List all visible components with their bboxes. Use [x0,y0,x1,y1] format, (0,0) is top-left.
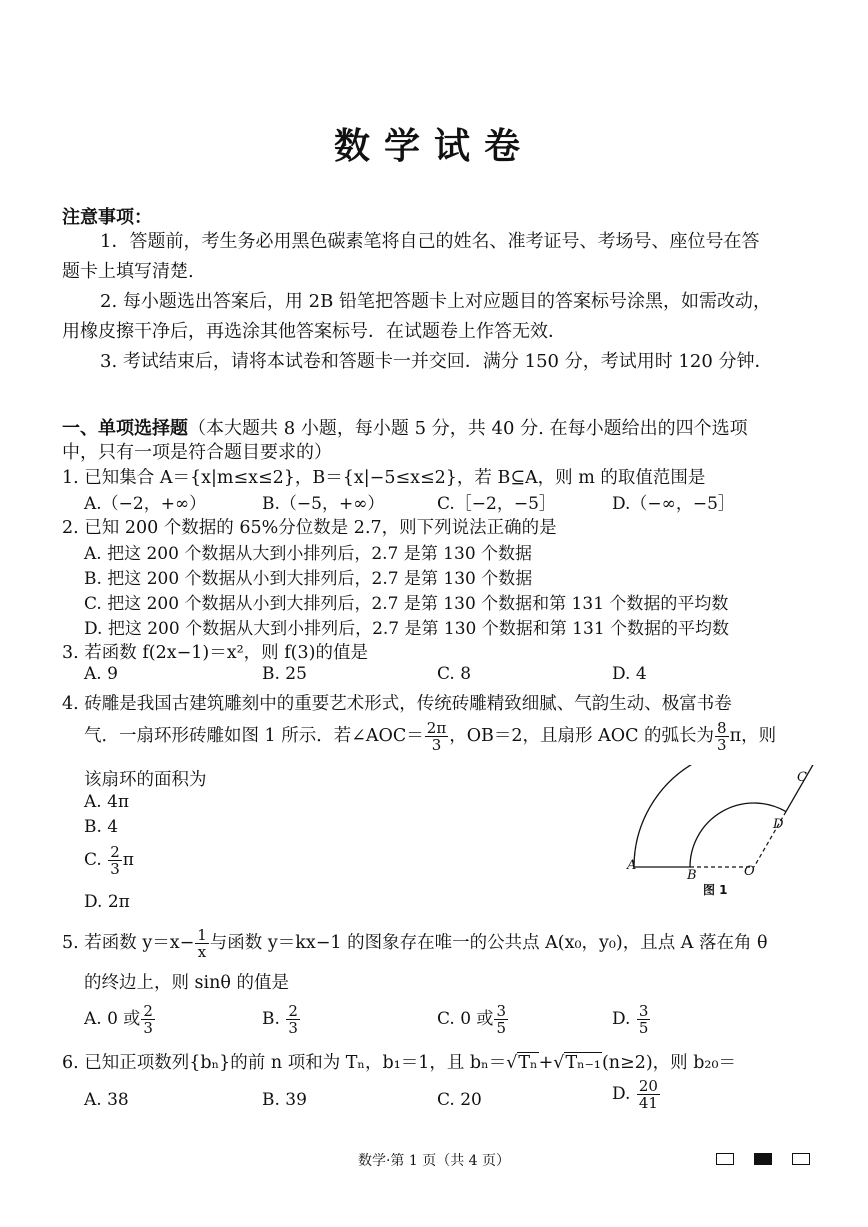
section1-desc1: （本大题共 8 小题，每小题 5 分，共 40 分. 在每小题给出的四个选项 [188,418,748,439]
q3-option-d: D. 4 [612,664,647,684]
q4-option-c-fraction [108,844,122,877]
q1-stem: 1. 已知集合 A＝{x|m≤x≤2}，B＝{x|−5≤x≤2}，若 B⊆A，则 m 的取值范围是 [62,468,706,488]
notice-item-2-line2: 用橡皮擦干净后，再选涂其他答案标号．在试题卷上作答无效． [62,321,566,342]
q4-angle-fraction [425,720,448,753]
page-title: 数学试卷 [333,125,534,167]
figure-label-d: D [773,817,784,832]
q5-frac-den: x [197,943,207,961]
q4-option-b: B. 4 [84,817,119,837]
page-marker-box-3 [792,1153,810,1165]
q1-option-d: D.（−∞，−5］ [612,494,735,514]
inner-arc [690,803,786,867]
q6-option-d-num: 20 [638,1077,658,1095]
q2-option-c: C. 把这 200 个数据从小到大排列后，2.7 是第 130 个数据和第 131 个数据的平均数 [84,594,729,614]
q3-option-a: A. 9 [84,664,118,684]
q6-option-b: B. 39 [262,1090,307,1110]
q4-arc-fraction [715,720,729,753]
q5-option-a-den: 3 [143,1019,153,1037]
q4-option-c-prefix: C. [84,850,102,870]
q5-option-c-fraction [494,1003,508,1036]
q4-line2 [84,720,776,753]
q6-stem [62,1049,736,1074]
q3-option-b: B. 25 [262,664,307,684]
q2-stem: 2. 已知 200 个数据的 65%分位数是 2.7，则下列说法正确的是 [62,518,557,538]
section1-heading-line1 [62,414,748,440]
q4-option-c-den: 3 [110,860,120,878]
q6-stem-a: 6. 已知正项数列{bₙ}的前 n 项和为 Tₙ，b₁＝1，且 bₙ＝ [62,1053,507,1073]
q4-option-c [84,844,134,877]
figure-label-o: O [744,864,755,879]
q5-option-b-den: 3 [288,1019,298,1037]
q6-option-a: A. 38 [84,1090,129,1110]
q5-option-b-num: 2 [288,1002,298,1020]
q5-option-c [437,1003,509,1036]
q4-arc-den: 3 [717,736,727,754]
q5-option-a-fraction [141,1003,155,1036]
notice-item-3-line1: 3. 考试结束后，请将本试卷和答题卡一并交回．满分 150 分，考试用时 120 分钟． [100,351,773,372]
figure-label-a: A [627,858,637,873]
q5-option-d-den: 5 [638,1019,649,1037]
q4-line2a: 气．一扇环形砖雕如图 1 所示．若∠AOC＝ [84,726,424,746]
sqrt-symbol-1: √ [506,1053,518,1073]
q4-line2c: π，则 [729,726,777,746]
figure-1-annular-sector [620,765,820,900]
q6-option-d-fraction [637,1078,660,1111]
q5-line2: 的终边上，则 sinθ 的值是 [84,973,290,993]
q5-option-d [612,1003,651,1036]
sqrt-symbol-2: √ [553,1053,565,1073]
outer-arc [634,765,814,867]
notice-item-1-line1: 1．答题前，考生务必用黑色碳素笔将自己的姓名、准考证号、考场号、座位号在答 [100,231,760,252]
q5-line1b: 与函数 y＝kx−1 的图象存在唯一的公共点 A(x₀，y₀)，且点 A 落在角 θ [209,933,768,953]
q5-fraction [195,927,209,960]
page-marker-box-2 [754,1153,772,1165]
q6-option-d-den: 41 [638,1094,658,1112]
page-footer: 数学·第 1 页（共 4 页） [357,1153,511,1169]
q2-option-a: A. 把这 200 个数据从大到小排列后，2.7 是第 130 个数据 [84,544,533,564]
q4-option-a: A. 4π [84,792,130,812]
q1-option-a: A.（−2，+∞） [84,494,207,514]
q5-option-a-prefix: A. 0 或 [84,1009,141,1029]
q5-option-d-fraction [637,1003,651,1036]
section1-desc2: 中，只有一项是符合题目要求的） [62,442,332,463]
q5-line1a: 5. 若函数 y＝x− [62,933,195,953]
q4-option-d: D. 2π [84,892,130,912]
q4-arc-num: 8 [717,719,727,737]
q4-angle-den: 3 [431,736,442,754]
q6-sqrt-2: Tₙ₋₁ [565,1053,601,1073]
q5-option-b-fraction [286,1003,300,1036]
q4-angle-num: 2π [426,719,447,737]
figure-label-b: B [687,868,697,883]
q4-line3: 该扇环的面积为 [84,770,207,790]
q5-option-c-num: 3 [496,1002,506,1020]
q5-frac-num: 1 [197,926,207,944]
q4-line1: 4. 砖雕是我国古建筑雕刻中的重要艺术形式，传统砖雕精致细腻、气韵生动、极富书卷 [62,694,732,714]
q5-option-d-prefix: D. [612,1009,631,1029]
q5-option-c-den: 5 [496,1019,506,1037]
q5-option-b-prefix: B. [262,1009,280,1029]
q1-option-b: B.（−5，+∞） [262,494,385,514]
figure-label-c: C [797,770,807,785]
q5-line1 [62,927,768,960]
q4-option-c-num: 2 [110,843,120,861]
q5-option-b [262,1003,301,1036]
q5-option-a [84,1003,156,1036]
q4-option-c-suffix: π [122,850,134,870]
section1-heading: 一、单项选择题 [62,418,188,439]
q6-plus: + [538,1053,554,1073]
q2-option-b: B. 把这 200 个数据从小到大排列后，2.7 是第 130 个数据 [84,569,533,589]
q3-option-c: C. 8 [437,664,472,684]
q6-option-d [612,1078,661,1111]
q4-line2b: ，OB＝2，且扇形 AOC 的弧长为 [449,726,715,746]
q5-option-c-prefix: C. 0 或 [437,1009,494,1029]
q6-sqrt-1: Tₙ [518,1053,538,1073]
notice-heading: 注意事项： [62,207,152,228]
q3-stem: 3. 若函数 f(2x−1)＝x²，则 f(3)的值是 [62,643,368,663]
q6-stem-b: (n≥2)，则 b₂₀＝ [601,1053,736,1073]
notice-item-2-line1: 2. 每小题选出答案后，用 2B 铅笔把答题卡上对应题目的答案标号涂黑，如需改动， [100,291,772,312]
figure-caption: 图 1 [703,883,728,897]
q1-option-c: C.［−2，−5］ [437,494,556,514]
q5-option-d-num: 3 [638,1002,649,1020]
page-marker-box-1 [716,1153,734,1165]
q6-option-d-prefix: D. [612,1084,631,1104]
q2-option-d: D. 把这 200 个数据从大到小排列后，2.7 是第 130 个数据和第 131 个数据的平均数 [84,619,730,639]
q5-option-a-num: 2 [143,1002,153,1020]
notice-item-1-line2: 题卡上填写清楚. [62,261,194,282]
q6-option-c: C. 20 [437,1090,482,1110]
